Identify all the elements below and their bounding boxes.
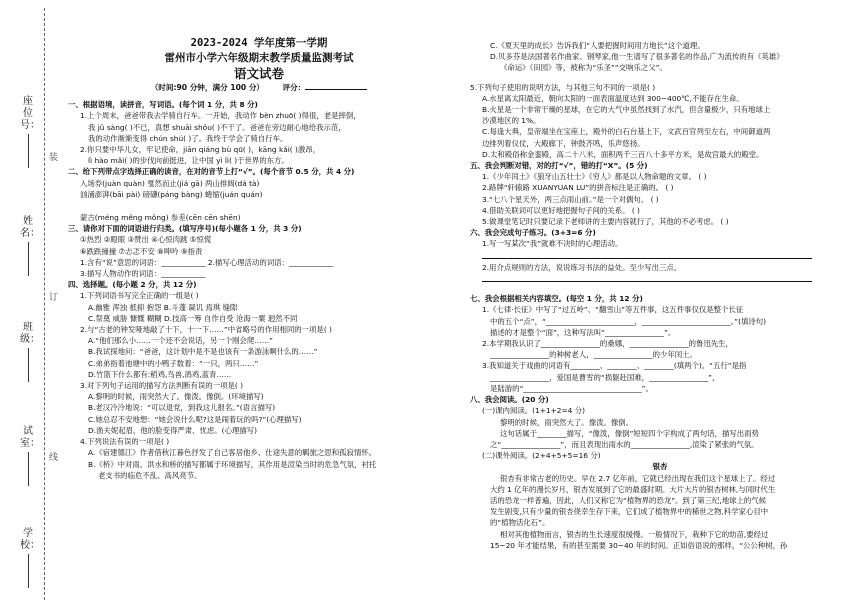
- left-column: [68, 0, 450, 481]
- exam-time: （时间:90 分钟，满分 100 分）: [150, 83, 265, 92]
- left-line: B.《桥》中对雨、洪水和桥的描写都属于环境描写，其作用是渲染当时的危急气氛，衬托: [88, 459, 377, 469]
- exam-name-heading: 雷州市小学六年级期末教学质量监测考试: [164, 52, 354, 64]
- right-line: 发生剧变,只有少量的银杏侥幸生存下来，它们成了植物界中的稀世之物,科学家心目中: [490, 507, 769, 517]
- right-line: D.太和殿俗称金銮殿，高二十八米，面积两千三百八十多平方米，是故宫最大的殿堂。: [482, 149, 764, 159]
- exam-meta: [68, 81, 450, 93]
- right-line: 15~20 年才能结果，有的甚至需要 30~40 年的时间。正如俗语说的那样，“公公种树，孙: [490, 540, 788, 550]
- left-line: 汹涌澎湃(bāi pài) 磅礴(páng bàng) 蜷缩(juán quán): [80, 189, 263, 199]
- right-line: (一)课内阅读。(1+1+2=4 分): [482, 406, 586, 416]
- right-line: 2.路牌“轩辕路 XUANYUAN LU”的拼音标注是正确的。 ( ): [482, 183, 674, 193]
- reading-title: 银杏: [652, 462, 668, 472]
- right-line: 3.我知道关于戏曲的词语有________、________、________(填两个)。“五行”是指: [482, 361, 747, 371]
- right-line: 五、我会判断对错，对的打“√”，错的打“X”。(5 分): [470, 161, 648, 171]
- left-line: D.渔夫妮起眉，他的脸变得严肃、忧虑。(心理描写): [88, 425, 258, 435]
- binding-label-room: 试室：: [20, 426, 40, 449]
- left-line: 入场券(juàn quàn) 戛然而止(jiá gā) 两山排闼(dá tà): [80, 178, 260, 188]
- left-line: C.弟弟指着池塘中的小鸭子数着：“一只，两只……”: [88, 358, 259, 368]
- left-line: 1.下列词语书写完全正确的一组是( ): [80, 291, 199, 301]
- right-line: 1.《少年闰土》《狼牙山五壮士》《穷人》都是以人物命题的文章。 ( ): [482, 172, 707, 182]
- binding-field-seat: [20, 96, 40, 168]
- left-line: 4.下列说法有误的一项是( ): [80, 437, 170, 447]
- right-line: 1.《七律·长征》中写了“过五岭”、“翻雪山”等五件事，这五件事仅仅是整个长征: [482, 305, 744, 315]
- right-line: ________________的种树老人，________________的少年闰土。: [490, 350, 697, 360]
- binding-cut-line: [44, 8, 45, 600]
- left-line: 我 jǔ sàng( )不已，真想 shuāi shǒu( )不干了。爸爸在旁边耐心地给我示范，: [88, 122, 346, 132]
- binding-label-seat: 座位号：: [20, 96, 40, 131]
- left-line: D.竹篮下什么都有:稻鸡,鸟兽,鸽鸡,蓝青……: [88, 369, 232, 379]
- binding-field-room: [20, 426, 40, 486]
- left-line: C.她总忍不安地想：“她会说什么呢?这是闹着玩的吗?”(心理描写): [88, 414, 302, 424]
- right-line: A.水星离太阳最近，朝向太阳的一面表面温度达到 300~400℃,不能存在生命。: [482, 93, 744, 103]
- left-line: 1.上个周末，爸爸带我去学骑自行车。一开始，我动作 bèn zhuō( )得很，老是摔倒，: [80, 111, 361, 121]
- right-line: 这句话属于________描写，“像泼，像倒”短短四个字构成了两句话，描写出雨势: [500, 428, 759, 438]
- left-line: 3.描写人物动作的词语：____________: [80, 269, 206, 279]
- left-line: 我的动作渐渐变得 chún shú( )了。我终于学会了骑自行车。: [88, 133, 288, 143]
- left-line: 三、请你对下面的词语进行归类。(填写序号)(每小题各 1 分，共 3 分): [68, 224, 302, 234]
- left-line: 一、根据语境，读拼音，写词语。(每个词 1 分，共 8 分): [68, 100, 258, 110]
- binding-field-class: [20, 322, 40, 382]
- right-line: 之“________________”，而且表现出雨水的________________,渲染了紧张的气氛。: [490, 439, 759, 449]
- score-blank[interactable]: [305, 81, 367, 90]
- right-line: 是陆游的“________________________________”。: [490, 383, 653, 393]
- right-line: 边排列着仪仗，大殿廊下，钟鼓齐鸣，乐声悠扬。: [482, 138, 645, 148]
- right-line: 六、我会完成句子练习。(3+3=6 分): [470, 228, 596, 238]
- left-line: ①热烈 ②瞪眼 ③赞出 ④心惊肉跳 ⑤惊慌: [80, 235, 212, 245]
- right-line: 1.写一写某次“我”就难不决时的心理活动。: [482, 239, 623, 249]
- right-line: 的“植物活化石”。: [490, 518, 550, 528]
- right-line: ________________，爱国是曹雪的“损躯赴国难，________________”，: [490, 372, 720, 382]
- right-line: 描述的才是整个“面”，这种写法叫“________________”。: [490, 327, 676, 337]
- right-line: (二)课外阅读。(2+4+5+5=16 分): [482, 451, 601, 461]
- left-line: 老支书的临危不乱、高风亮节。: [98, 470, 202, 480]
- left-line: B.我试探地问：“爸爸，这计划中是不是也该有一条游泳啊什么的……”: [88, 347, 318, 357]
- left-line: A.“他们那么小……一个还不会说话，另一个刚会爬……”: [88, 336, 273, 346]
- left-line: B.老汉冷冷地说：“可以退党，到我这儿报名。”(语言描写): [88, 403, 276, 413]
- right-line: 5.下列句子使用的说明方法，与其他三句不同的一项是( ): [470, 82, 656, 92]
- right-line: 活的恐龙一样普遍，因此，人们又称它为“植物界的恐龙”。到了第三纪,地球上的气候: [490, 495, 767, 505]
- left-line: 蒙古(méng měng mǒng) 参差(cēn cēn shēn): [80, 213, 241, 223]
- right-line: 5.做课堂笔记时只要记录下老师讲的主要内容就行了，其他的不必考虑。 ( ): [482, 217, 729, 227]
- binding-label-school: 学校：: [20, 528, 40, 551]
- right-line: 七、我会根据相关内容填空。(每空 1 分，共 12 分): [470, 294, 643, 304]
- binding-label-class: 班级：: [20, 322, 40, 345]
- right-column: [470, 0, 850, 551]
- left-line: A.《宿建德江》作者借秋江暮色抒发了自己客居他乡、仕途失意的羁旅之思和孤寂情怀。: [88, 448, 377, 458]
- left-line: 3.对下列句子运用的描写方法判断有误的一项是( ): [80, 381, 243, 391]
- left-line: C.祭奠 威胁 慷慨 糊糊 D.技高一筹 自作自受 沧海一粟 迥然不同: [88, 313, 298, 323]
- right-line: 大约 1 亿年的漫长岁月，银杏发展到了它的最盛时期。大片大片的银杏树林,与同时代生: [490, 484, 776, 494]
- binding-margin: [0, 0, 62, 608]
- binding-label-name: 姓名：: [20, 216, 40, 239]
- binding-field-name: [20, 216, 40, 276]
- left-line: 二、给下列带点字选择正确的读音，在对的音节上打“√”。(每个音节 0.5 分，共 4 分): [68, 167, 355, 177]
- exam-year-heading: 2023-2024 学年度第一学期: [190, 37, 328, 49]
- right-line: 4.借助关联词可以更好地把握句子间的关系。 ( ): [482, 205, 640, 215]
- cut-char-2: 订: [49, 293, 59, 303]
- left-line: 1.含有“说”意思的词语：____________ 2.描写心理活动的词语：____________: [80, 257, 334, 267]
- binding-field-school: [20, 528, 40, 588]
- right-line: C.《夏天里的成长》告诉我们“人要把握时间用力地长”这个道理。: [490, 41, 705, 50]
- right-line: 《命运》《田园》等，被称为“乐圣”“交响乐之父”。: [500, 63, 667, 73]
- right-line: 中的五个“点”，“________________________，________________________。”(填诗句): [490, 316, 767, 326]
- cut-char-3: 线: [49, 453, 59, 463]
- right-line: 黎明的时候，雨突然大了。像泼。像倒。: [500, 417, 634, 427]
- score-label: 评分：: [282, 83, 306, 92]
- left-line: 2.你只要中华儿女，牢记使命，jiān qiáng bù qū( )，kāng kǎi( )激昂，: [80, 145, 321, 155]
- cut-char-1: 装: [49, 153, 59, 163]
- answer-line[interactable]: [470, 273, 850, 285]
- right-line: 相对其他植物而言，银杏的生长速度很缓慢。一般情况下，栽种下它的幼苗,要经过: [500, 529, 769, 539]
- right-line: C.每逢大典，皇帝端坐在宝座上，殿外的白石台基上下，文武百官列至左右，中间御道两: [482, 127, 771, 137]
- left-line: 四、选择题。(每小题 2 分，共 12 分): [68, 280, 197, 290]
- left-line: lì hào mǎi( )的步伐向前挺进，让中国 yì lì( )于世界的东方。: [88, 156, 289, 166]
- right-line: 沙漠地区的 1%。: [482, 116, 541, 126]
- left-line: ⑥跌跌撞撞 ⑦忐忑不安 ⑧呻吟 ⑨指责: [80, 246, 203, 256]
- exam-subject-heading: 语文试卷: [233, 66, 284, 81]
- left-line: A.幽雅 浑浊 抵抑 抱怨 B.斗蓬 凝讥 焉琪 缝隙: [88, 302, 238, 312]
- left-line: A.黎明的时候，雨突然大了。像泼。像倒。(环境描写): [88, 392, 264, 402]
- right-line: 2.用介点规则的方法，说说练习书法的益处。至少写出三点。: [482, 262, 682, 272]
- answer-line[interactable]: [470, 250, 850, 262]
- right-line: 八、我会阅读。(20 分): [470, 395, 549, 405]
- right-line: 2.本学期我认识了________________的桑娜，________________的鲁迅先生，: [482, 339, 733, 349]
- right-line: 银杏有非常古老的历史。早在 2.7 亿年前，它就已经出现在我们这个星球上了。经过: [500, 473, 776, 483]
- right-line: B.火星是一个非常干燥的星球，在它的大气中虽然找到了水汽，但含量极少，只有地球上: [482, 105, 771, 115]
- right-line: 3.“七八个星天外，两三点雨山前。”是一个对偶句。 ( ): [482, 194, 659, 204]
- left-line: 2.与“古老的钟发哑地敲了十下，十一下……”中省略号的作用相同的一项是( ): [80, 325, 332, 335]
- right-line: D.贝多芬是法国著名作曲家、钢琴家,他一生谱写了很多著名的作品,广为流传的有《英雄》: [490, 52, 784, 62]
